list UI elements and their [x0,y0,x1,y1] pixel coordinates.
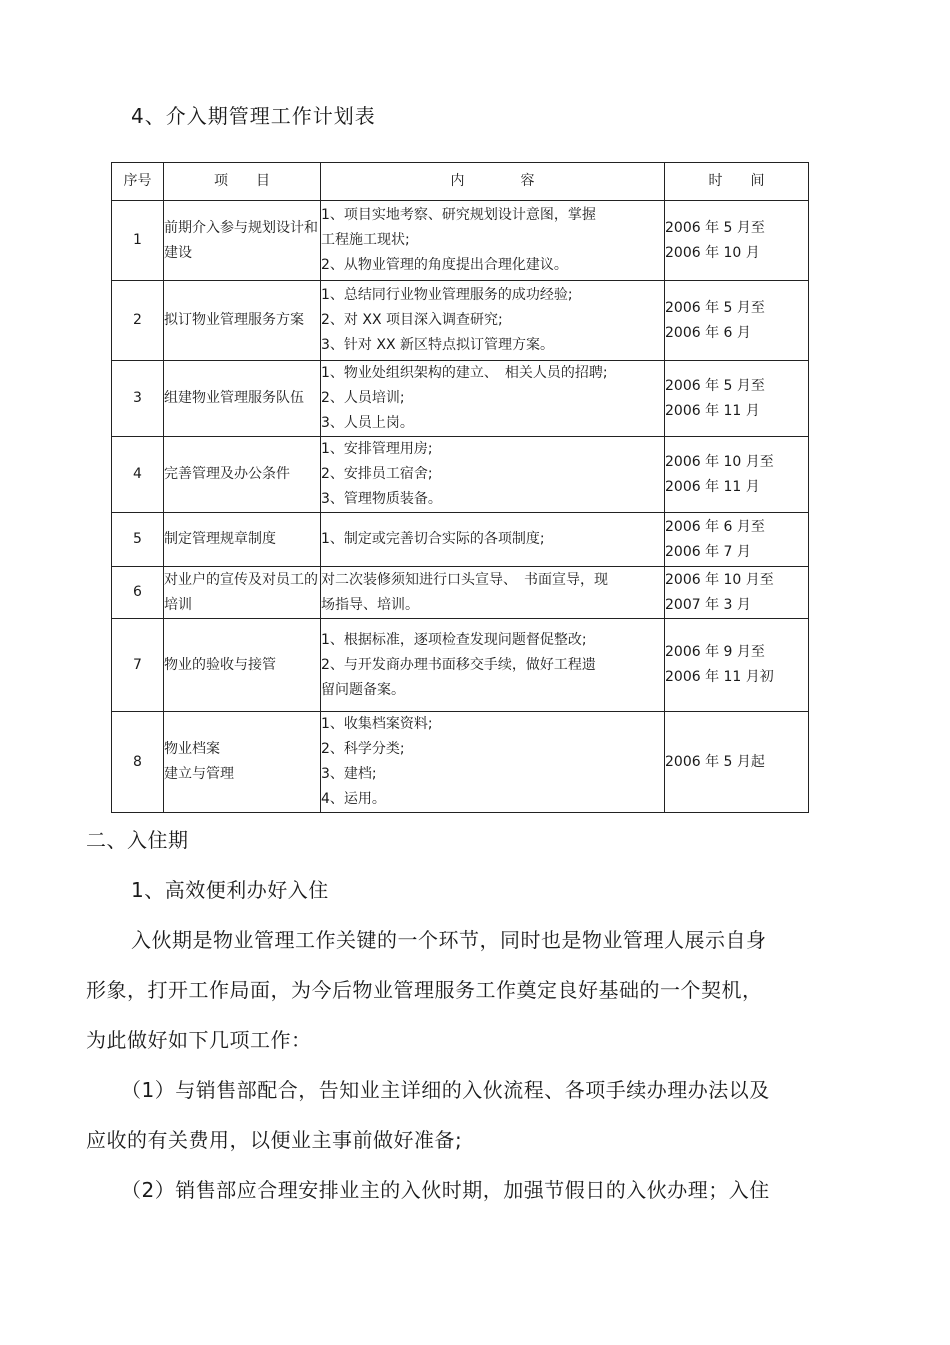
row-content [321,567,665,619]
subheading-move-in: 1、高效便利办好入住 [131,878,329,902]
time-line: 2006 年 10 月至 [665,571,774,588]
content-line: 1、总结同行业物业管理服务的成功经验; [321,287,573,303]
row-item [164,437,321,513]
row-content [321,437,665,513]
content-line: 2、人员培训; [321,390,405,406]
table-row [112,712,809,813]
row-number: 1 [112,201,164,281]
row-number: 8 [112,712,164,813]
content-line: 1、安排管理用房; [321,441,433,457]
time-line: 2006 年 11 月初 [665,669,774,685]
content-line: 留问题备案。 [321,681,405,698]
content-line: 1、物业处组织架构的建立、 相关人员的招聘; [321,365,608,381]
row-item [164,619,321,712]
table-row [112,201,809,281]
row-item [164,281,321,361]
content-line: 2、对 XX 项目深入调查研究; [321,312,503,328]
content-line: 场指导、培训。 [321,596,419,613]
table-row [112,513,809,567]
row-number: 2 [112,281,164,361]
time-line: 2006 年 11 月 [665,402,760,419]
time-line: 2006 年 5 月至 [665,299,765,316]
row-number: 6 [112,567,164,619]
row-item [164,712,321,813]
time-line: 2006 年 5 月起 [665,753,765,770]
content-line: 3、针对 XX 新区特点拟订管理方案。 [321,337,554,353]
row-time [665,437,809,513]
time-line: 2006 年 5 月至 [665,219,765,236]
time-line: 2006 年 11 月 [665,478,760,495]
content-line: 4、运用。 [321,791,386,807]
row-content [321,619,665,712]
work-plan-table [111,162,809,813]
row-time [665,619,809,712]
row-content [321,201,665,281]
time-line: 2006 年 10 月至 [665,453,774,470]
row-number: 4 [112,437,164,513]
content-line: 3、人员上岗。 [321,415,414,431]
row-item [164,513,321,567]
row-time [665,201,809,281]
time-line: 2006 年 5 月至 [665,377,765,394]
row-item-line: 物业档案 [164,741,220,757]
row-item [164,361,321,437]
content-line: 1、制定或完善切合实际的各项制度; [321,531,545,547]
paragraph-line: 形象，打开工作局面，为今后物业管理服务工作奠定良好基础的一个契机， [86,978,763,1002]
content-line: 1、根据标准，逐项检查发现问题督促整改; [321,631,587,648]
row-content [321,712,665,813]
paragraph-line: （1）与销售部配合，告知业主详细的入伙流程、各项手续办理办法以及 [121,1078,770,1102]
row-item [164,201,321,281]
content-line: 2、科学分类; [321,741,405,757]
header-no: 序号 [112,163,164,201]
content-line: 2、安排员工宿舍; [321,466,433,482]
row-number: 5 [112,513,164,567]
row-item [164,567,321,619]
content-line: 2、从物业管理的角度提出合理化建议。 [321,257,568,273]
paragraph-line: 为此做好如下几项工作： [86,1028,312,1052]
time-line: 2006 年 10 月 [665,244,760,261]
row-time [665,281,809,361]
content-line: 工程施工现状; [321,232,410,248]
row-item-text: 前期介入参与规划设计和建设 [164,219,318,261]
row-time [665,513,809,567]
header-time: 时 间 [665,163,809,201]
row-item-text: 完善管理及办公条件 [164,466,290,482]
row-content [321,513,665,567]
time-line: 2006 年 9 月至 [665,644,765,660]
row-item-text: 物业的验收与接管 [164,656,276,673]
content-line: 对二次装修须知进行口头宣导、 书面宣导，现 [321,571,608,588]
row-number: 3 [112,361,164,437]
row-item-text: 拟订物业管理服务方案 [164,312,304,328]
time-line: 2007 年 3 月 [665,596,751,613]
table-row [112,437,809,513]
header-item: 项 目 [164,163,321,201]
row-item-text: 组建物业管理服务队伍 [164,390,304,406]
content-line: 3、管理物质装备。 [321,491,442,507]
time-line: 2006 年 6 月至 [665,518,765,535]
paragraph-line: （2）销售部应合理安排业主的入伙时期，加强节假日的入伙办理；入住 [121,1178,770,1202]
row-item-text: 制定管理规章制度 [164,531,276,547]
paragraph-line: 应收的有关费用，以便业主事前做好准备; [86,1128,463,1152]
row-time [665,361,809,437]
row-number: 7 [112,619,164,712]
table-row [112,281,809,361]
time-line: 2006 年 6 月 [665,324,751,341]
content-line: 2、与开发商办理书面移交手续，做好工程遗 [321,656,596,673]
row-item-text: 对业户的宣传及对员工的培训 [164,571,318,613]
content-line: 1、项目实地考察、研究规划设计意图，掌握 [321,207,596,223]
row-time [665,567,809,619]
row-content [321,361,665,437]
table-row [112,567,809,619]
paragraph-line: 入伙期是物业管理工作关键的一个环节，同时也是物业管理人展示自身 [131,928,767,952]
table-header-row [112,163,809,201]
row-item-line: 建立与管理 [164,766,234,782]
content-line: 3、建档; [321,766,377,782]
header-content: 内 容 [321,163,665,201]
table-row [112,361,809,437]
heading-move-in-period: 二、入住期 [86,828,189,852]
time-line: 2006 年 7 月 [665,543,751,560]
section-title: 4、介入期管理工作计划表 [131,104,376,128]
row-time [665,712,809,813]
table-row [112,619,809,712]
row-content [321,281,665,361]
content-line: 1、收集档案资料; [321,716,433,732]
